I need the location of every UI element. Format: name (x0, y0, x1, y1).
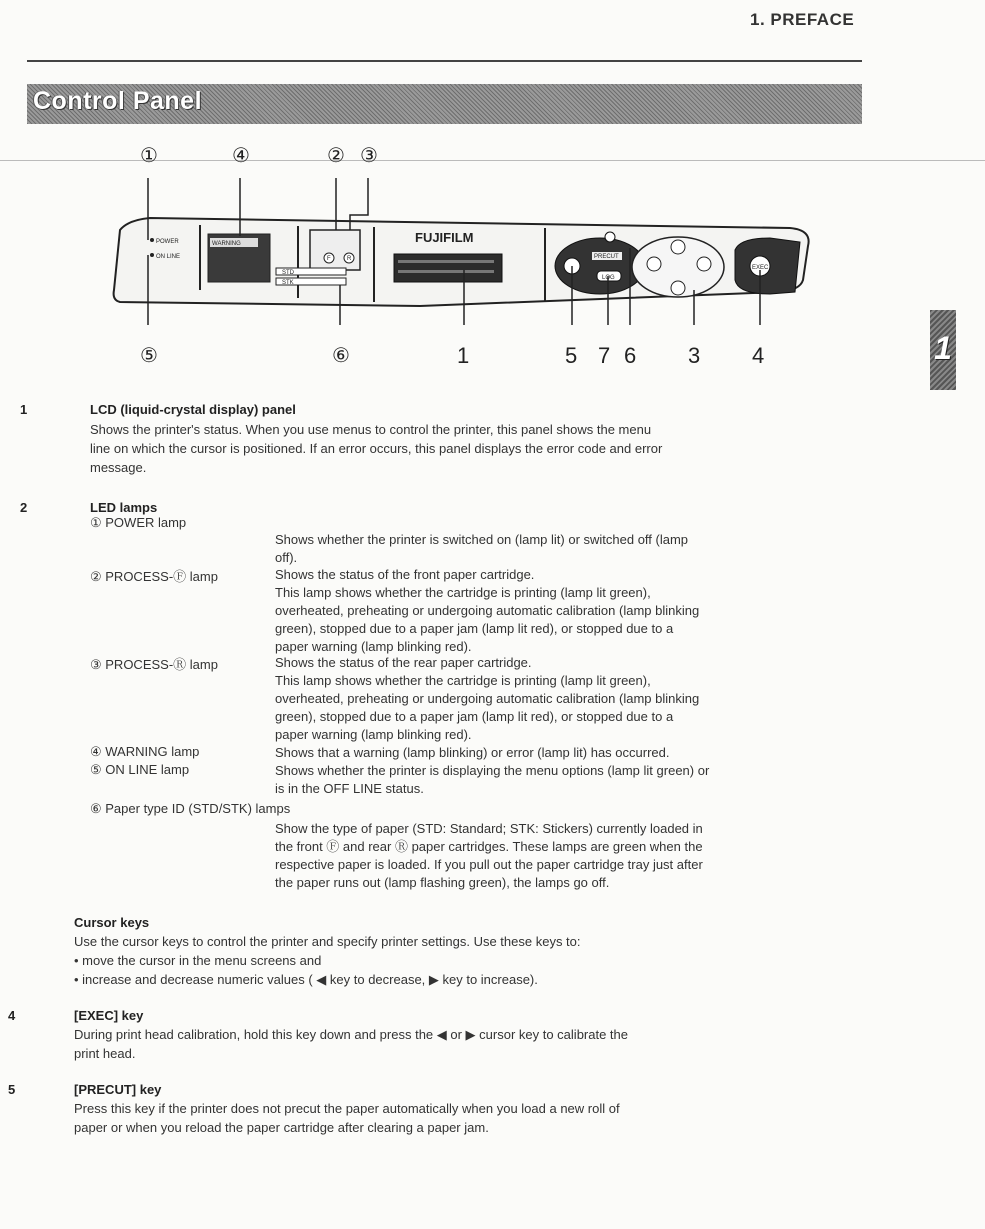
lamp-desc-warning: Shows that a warning (lamp blinking) or error (lamp lit) has occurred. (275, 745, 670, 760)
callout-process-r: ③ (360, 143, 378, 167)
item-number-precut: 5 (8, 1082, 16, 1097)
paragraph-exec-key: During print head calibration, hold this key down and press the ◀ or ▶ cursor key to calibrate the print head. (74, 1027, 629, 1061)
paragraph-precut-key: Press this key if the printer does not precut the paper automatically when you load a new roll of paper or when you reload the paper cartridge after clearing a paper jam. (74, 1101, 620, 1135)
lcd-panel (394, 254, 502, 282)
lamp-name-online: ⑤ ON LINE lamp (90, 762, 190, 777)
online-lamp (150, 253, 154, 257)
cursor-up-key (671, 240, 685, 254)
precut-label: PRECUT (594, 254, 619, 260)
online-lamp-label: ON LINE (156, 254, 181, 260)
heading-exec-key: [EXEC] key (74, 1008, 144, 1023)
stk-label: STK (282, 280, 294, 286)
item-number-lcd: 1 (20, 402, 28, 417)
cursor-down-key (671, 281, 685, 295)
callout-log: 7 (598, 343, 611, 368)
lamp-desc-power: Shows whether the printer is switched on (lamp lit) or switched off (lamp off). (275, 532, 689, 565)
heading-precut-key: [PRECUT] key (74, 1082, 162, 1097)
paragraph-cursor-keys: Use the cursor keys to control the printer and specify printer settings. Use these keys to: • move the cursor in the menu screens and • increase and decrease numeric values ( ◀ key to decrease, ▶ key to increase). (74, 934, 581, 987)
lamp-name-process-r: ③ PROCESS-Ⓡ lamp (90, 657, 218, 672)
process-lamp-block (310, 230, 360, 270)
process-r-label: R (347, 256, 352, 262)
paragraph-lcd: Shows the printer's status. When you use menus to control the printer, this panel shows the menu line on which the cursor is positioned. If an error occurs, this panel displays the error code and error message. (90, 422, 663, 475)
heading-cursor-keys: Cursor keys (74, 915, 150, 930)
cursor-right-key (697, 257, 711, 271)
heading-led: LED lamps (90, 500, 158, 515)
cursor-left-key (647, 257, 661, 271)
callout-exec: 4 (752, 343, 765, 368)
section-header: 1. PREFACE (750, 10, 855, 29)
process-f-label: F (327, 256, 331, 262)
warning-label: WARNING (212, 241, 241, 247)
log-label: LOG (602, 275, 615, 281)
callout-power: ① (140, 143, 158, 167)
mode-key (605, 232, 615, 242)
power-lamp (150, 238, 154, 242)
lamp-name-process-f: ② PROCESS-Ⓕ lamp (90, 569, 218, 584)
power-lamp-label: POWER (156, 239, 179, 245)
item-number-exec: 4 (8, 1008, 16, 1023)
header-rule (27, 60, 862, 62)
page-title: Control Panel (33, 87, 203, 115)
callout-cursor: 3 (688, 343, 701, 368)
control-panel-diagram (0, 130, 870, 380)
callout-warning: ④ (232, 143, 250, 167)
item-number-led: 2 (20, 500, 28, 515)
callout-lcd: 1 (457, 343, 470, 368)
brand-logo: FUJIFILM (415, 230, 474, 245)
callout-mode: 6 (624, 343, 637, 368)
lamp-name-paper-type: ⑥ Paper type ID (STD/STK) lamps (90, 801, 291, 816)
lamp-name-warning: ④ WARNING lamp (90, 744, 200, 759)
heading-lcd: LCD (liquid-crystal display) panel (90, 402, 296, 417)
lamp-desc-process-r: Shows the status of the rear paper cartridge. This lamp shows whether the cartridge is printing (lamp lit green), overheated, preheating or undergoing automatic calibration (lamp blinking green), stopped due to a paper jam (lamp lit red), or stopped due to a paper warning (lamp blinking red). (275, 655, 700, 742)
lamp-desc-process-f: Shows the status of the front paper cartridge. This lamp shows whether the cartridge is printing (lamp lit green), overheated, preheating or undergoing automatic calibration (lamp blinking green), stopped due to a paper jam (lamp lit red), or stopped due to a paper warning (lamp blinking red). (275, 567, 700, 654)
callout-precut: 5 (565, 343, 578, 368)
callout-process-f: ② (327, 143, 345, 167)
lamp-desc-online: Shows whether the printer is displaying the menu options (lamp lit green) or is in the OFF LINE status. (275, 763, 710, 796)
std-label: STD (282, 270, 294, 276)
callout-online: ⑤ (140, 343, 158, 367)
callout-paper-type: ⑥ (332, 343, 350, 367)
lamp-desc-paper-type: Show the type of paper (STD: Standard; STK: Stickers) currently loaded in the front Ⓕ and rear Ⓡ paper cartridges. These lamps are green when the respective paper is loaded. If you pull out the paper cartridge tray just after the paper runs out (lamp flashing green), the lamps go off. (275, 821, 703, 890)
exec-label: EXEC (752, 265, 769, 271)
lamp-name-power: ① POWER lamp (90, 515, 187, 530)
chapter-tab-number: 1 (934, 330, 952, 366)
